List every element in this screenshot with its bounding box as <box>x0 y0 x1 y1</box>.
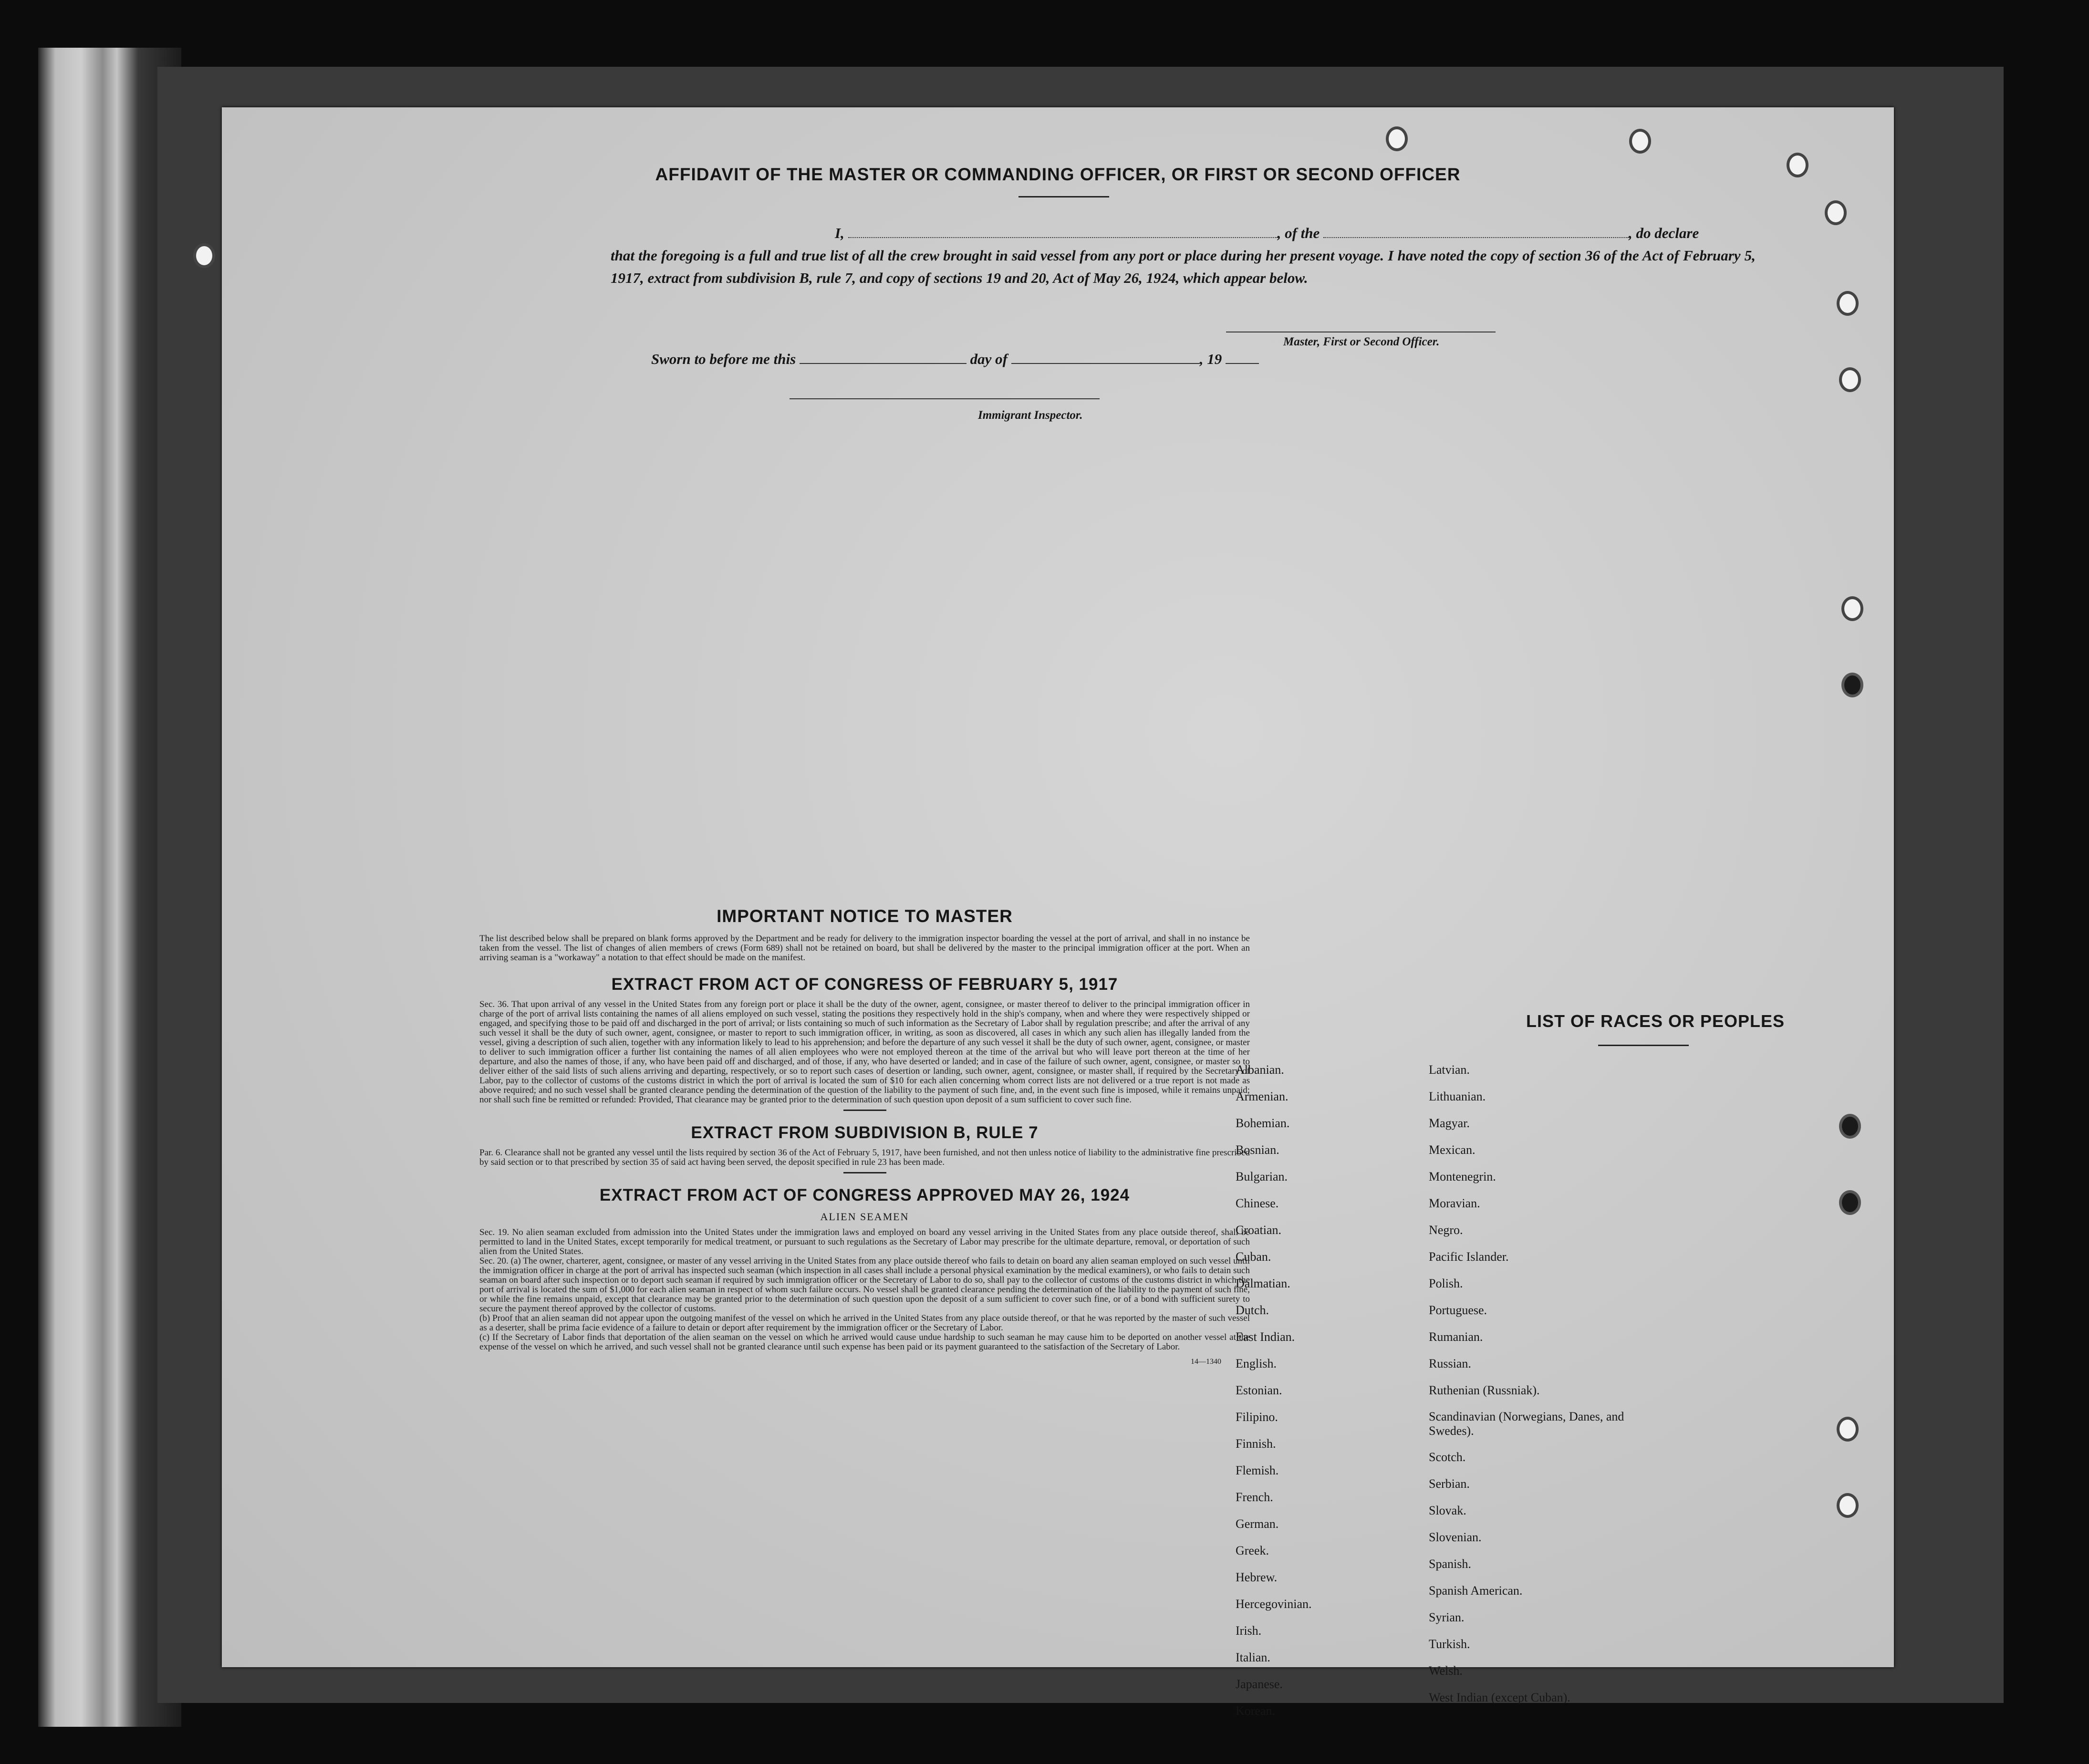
inspector-caption: Immigrant Inspector. <box>978 409 1083 422</box>
inspector-signature-line[interactable] <box>790 398 1100 399</box>
sworn-month-field[interactable] <box>1011 353 1200 364</box>
extract-1924-title: EXTRACT FROM ACT OF CONGRESS APPROVED MAY 26, 1924 <box>599 1186 1130 1204</box>
race-item: Dalmatian. <box>1236 1276 1290 1290</box>
sworn-day-label: day of <box>970 351 1008 367</box>
race-item: Portuguese. <box>1429 1303 1487 1317</box>
binding-hole-icon <box>1837 1417 1859 1442</box>
race-item: Russian. <box>1429 1357 1471 1370</box>
sworn-date-field[interactable] <box>800 353 967 364</box>
race-item: Rumanian. <box>1429 1330 1483 1344</box>
form-number: 14—1340 <box>1191 1358 1221 1366</box>
race-item: Italian. <box>1236 1650 1270 1664</box>
races-title: LIST OF RACES OR PEOPLES <box>1526 1011 1785 1031</box>
race-item: Korean. <box>1236 1704 1276 1718</box>
affidavit-of-the-label: , of the <box>1277 225 1320 241</box>
section-rule <box>843 1110 886 1111</box>
extract-rule7-body: Par. 6. Clearance shall not be granted any vessel until the lists required by section 36 of the Act of February 5, 1917, have been furnished, and not then unless notice of liability to the administrative fine prescribed by said section or to that prescribed by section 35 of said act having been served, the deposit specified in rule 23 has been made. <box>479 1148 1250 1167</box>
affidavit-declaration <box>611 222 1756 289</box>
binding-hole-icon <box>1839 1190 1861 1215</box>
extract-1917-title: EXTRACT FROM ACT OF CONGRESS OF FEBRUARY 5, 1917 <box>611 975 1118 994</box>
race-item: Flemish. <box>1236 1463 1279 1477</box>
race-item: Spanish American. <box>1429 1584 1523 1598</box>
sworn-year-field[interactable] <box>1226 353 1259 364</box>
section-rule <box>843 1172 886 1173</box>
race-item: Scotch. <box>1429 1450 1466 1464</box>
race-item: Chinese. <box>1236 1196 1279 1210</box>
race-item: Montenegrin. <box>1429 1170 1496 1183</box>
race-item: Welsh. <box>1429 1664 1463 1678</box>
race-item: Serbian. <box>1429 1477 1470 1491</box>
binding-hole-icon <box>193 243 215 268</box>
race-item: Estonian. <box>1236 1383 1282 1397</box>
race-item: Japanese. <box>1236 1677 1283 1691</box>
race-item: German. <box>1236 1517 1279 1531</box>
affidavit-statement: that the foregoing is a full and true list of all the crew brought in said vessel from any port or place during her present voyage. I have noted the copy of section 36 of the Act of February 5, 1917, extract from subdivision B, rule 7, and copy of sections 19 and 20, Act of May 26, 1924, which appear below. <box>611 247 1756 286</box>
master-signature-caption: Master, First or Second Officer. <box>1283 335 1440 348</box>
race-item: Bulgarian. <box>1236 1170 1288 1183</box>
race-item: Ruthenian (Russniak). <box>1429 1383 1540 1397</box>
race-item: Croatian. <box>1236 1223 1282 1237</box>
race-item: Bosnian. <box>1236 1143 1279 1157</box>
extract-1924-sec19: Sec. 19. No alien seaman excluded from admission into the United States under the immigration laws and employed on board any vessel arriving in the United States from any place outside thereof, shall be permitted to land in the United States, except temporarily for medical treatment, or pursuant to such regulations as the Secretary of Labor may prescribe for the ultimate departure, removal, or deportation of such alien from the United States. <box>479 1227 1250 1256</box>
race-item: Latvian. <box>1429 1063 1470 1077</box>
alien-seamen-heading: ALIEN SEAMEN <box>820 1211 909 1223</box>
binding-hole-icon <box>1841 673 1863 697</box>
race-item: Bohemian. <box>1236 1116 1290 1130</box>
affidavit-i-label: I, <box>835 225 844 241</box>
race-item: French. <box>1236 1490 1273 1504</box>
extract-1924-sec20a: Sec. 20. (a) The owner, charterer, agent, consignee, or master of any vessel arriving in the United States from any place outside thereof who fails to detain on board any alien seaman employed on such vessel until the immigration officer in charge at the port of arrival has inspected such seaman (which inspection in all cases shall include a personal physical examination by the medical examiners), or who fails to detain such seaman on board after such inspection or to deport such seaman if required by such immigration officer or the Secretary of Labor to do so, shall pay to the collector of customs of the customs district in which the port of arrival is located the sum of $1,000 for each alien seaman in respect of whom such failure occurs. No vessel shall be granted clearance pending the determination of the liability to the payment of such fine, or while the fine remains unpaid, except that clearance may be granted prior to the determination of such question upon the deposit of a sum sufficient to cover such fine, or of a bond with sufficient surety to secure the payment thereof approved by the collector of customs. <box>479 1256 1250 1314</box>
race-item: Greek. <box>1236 1544 1269 1557</box>
race-item: East Indian. <box>1236 1330 1295 1344</box>
race-item: Dutch. <box>1236 1303 1269 1317</box>
extract-1924-sec20c: (c) If the Secretary of Labor finds that deportation of the alien seaman on the vessel on which he arrived would cause undue hardship to such seaman he may cause him to be deported on another vessel at the expense of the vessel on which he arrived, and such vessel shall not be granted clearance until such expense has been paid or its payment guaranteed to the satisfaction of the Secretary of Labor. <box>479 1332 1250 1352</box>
races-left-column <box>1236 1057 1312 1724</box>
legal-extracts <box>479 906 1250 1366</box>
race-item: Polish. <box>1429 1276 1463 1290</box>
sworn-prefix: Sworn to before me this <box>651 351 796 367</box>
race-item: Turkish. <box>1429 1637 1470 1651</box>
race-item: Hebrew. <box>1236 1570 1278 1584</box>
race-item: Hercegovinian. <box>1236 1597 1312 1611</box>
race-item: Irish. <box>1236 1624 1262 1638</box>
race-item: Mexican. <box>1429 1143 1476 1157</box>
sworn-statement <box>651 351 1259 368</box>
race-item: Slovak. <box>1429 1504 1466 1517</box>
title-rule <box>1019 196 1109 197</box>
extract-rule7-title: EXTRACT FROM SUBDIVISION B, RULE 7 <box>691 1123 1039 1142</box>
race-item: Albanian. <box>1236 1063 1284 1077</box>
race-item: Magyar. <box>1429 1116 1470 1130</box>
race-item: Scandinavian (Norwegians, Danes, and Swedes). <box>1429 1410 1624 1438</box>
races-right-column <box>1429 1057 1667 1711</box>
race-item: West Indian (except Cuban). <box>1429 1691 1570 1704</box>
affidavit-title: AFFIDAVIT OF THE MASTER OR COMMANDING OFFICER, OR FIRST OR SECOND OFFICER <box>655 165 1461 184</box>
race-item: Lithuanian. <box>1429 1090 1486 1103</box>
race-item: Spanish. <box>1429 1557 1471 1571</box>
race-item: English. <box>1236 1357 1277 1370</box>
race-item: Filipino. <box>1236 1410 1278 1424</box>
binding-hole-icon <box>1825 200 1847 225</box>
binding-hole-icon <box>1837 1493 1859 1518</box>
race-item: Slovenian. <box>1429 1530 1482 1544</box>
sworn-year-label: , 19 <box>1199 351 1222 367</box>
race-item: Pacific Islander. <box>1429 1250 1509 1264</box>
races-rule <box>1598 1045 1689 1046</box>
race-item: Syrian. <box>1429 1610 1465 1624</box>
vessel-name-field[interactable] <box>1323 227 1629 238</box>
binding-hole-icon <box>1837 291 1859 316</box>
extract-1917-body: Sec. 36. That upon arrival of any vessel in the United States from any foreign port or place it shall be the duty of the owner, agent, consignee, or master thereof to deliver to the principal immigration officer in charge of the port of arrival lists containing the names of all aliens employed on such vessel, stating the positions they respectively hold in the ship's company, when and where they were respectively shipped or engaged, and specifying those to be paid off and discharged in the port of arrival; or lists containing so much of such information as the Secretary of Labor shall by regulation prescribe; and after the arrival of any such vessel it shall be the duty of such owner, agent, consignee, or master to report to such immigration officer, in writing, as soon as discovered, all cases in which any such alien has illegally landed from the vessel, giving a description of such alien, together with any information likely to lead to his apprehension; and before the departure of any such vessel it shall be the duty of such owner, agent, consignee, or master to deliver to such immigration officer a further list containing the names of all alien employees who were not employed thereon at the time of the arrival but who will leave port thereon at the time of her departure, and also the names of those, if any, who have been paid off and discharged, and of those, if any, who have deserted or landed; and in case of the failure of such owner, agent, consignee, or master so to deliver either of the said lists of such aliens arriving and departing, respectively, or so to report such cases of desertion or landing, such owner, agent, consignee, or master shall, if required by the Secretary of Labor, pay to the collector of customs of the customs district in which the port of arrival is located the sum of $10 for each alien concerning whom correct lists are not delivered or a true report is not made as above required; and no such vessel shall be granted clearance pending the determination of the question of the liability to the payment of such fine, and, in the event such fine is imposed, while it remains unpaid; nor shall such fine be remitted or refunded: Provided, That clearance may be granted prior to the determination of such question upon deposit of a sum sufficient to cover such fine. <box>479 999 1250 1105</box>
binding-hole-icon <box>1629 129 1651 154</box>
race-item: Negro. <box>1429 1223 1463 1237</box>
race-item: Finnish. <box>1236 1437 1276 1451</box>
binding-hole-icon <box>1386 126 1408 151</box>
notice-body: The list described below shall be prepared on blank forms approved by the Department and be ready for delivery to the immigration inspector boarding the vessel at the port of arrival, and shall in no instance be taken from the vessel. The list of changes of alien members of crews (Form 689) shall not be retained on board, but shall be delivered by the master to the principal immigration officer at the port. When an arriving seaman is a "workaway" a notation to that effect should be made on the manifest. <box>479 934 1250 963</box>
race-item: Moravian. <box>1429 1196 1480 1210</box>
binding-hole-icon <box>1839 1114 1861 1139</box>
race-item: Armenian. <box>1236 1090 1289 1103</box>
officer-name-field[interactable] <box>848 227 1278 238</box>
binding-hole-icon <box>1841 596 1863 621</box>
race-item: Cuban. <box>1236 1250 1271 1264</box>
affidavit-declare-label: , do declare <box>1629 225 1699 241</box>
binding-hole-icon <box>1839 367 1861 392</box>
extract-1924-sec20b: (b) Proof that an alien seaman did not appear upon the outgoing manifest of the vessel on which he arrived in the United States from any place outside thereof, or that he was reported by the master of such vessel as a deserter, shall be prima facie evidence of a failure to detain or deport after requirement by the immigration officer or the Secretary of Labor. <box>479 1313 1250 1333</box>
manifest-page <box>222 107 1894 1718</box>
notice-title: IMPORTANT NOTICE TO MASTER <box>717 906 1013 926</box>
